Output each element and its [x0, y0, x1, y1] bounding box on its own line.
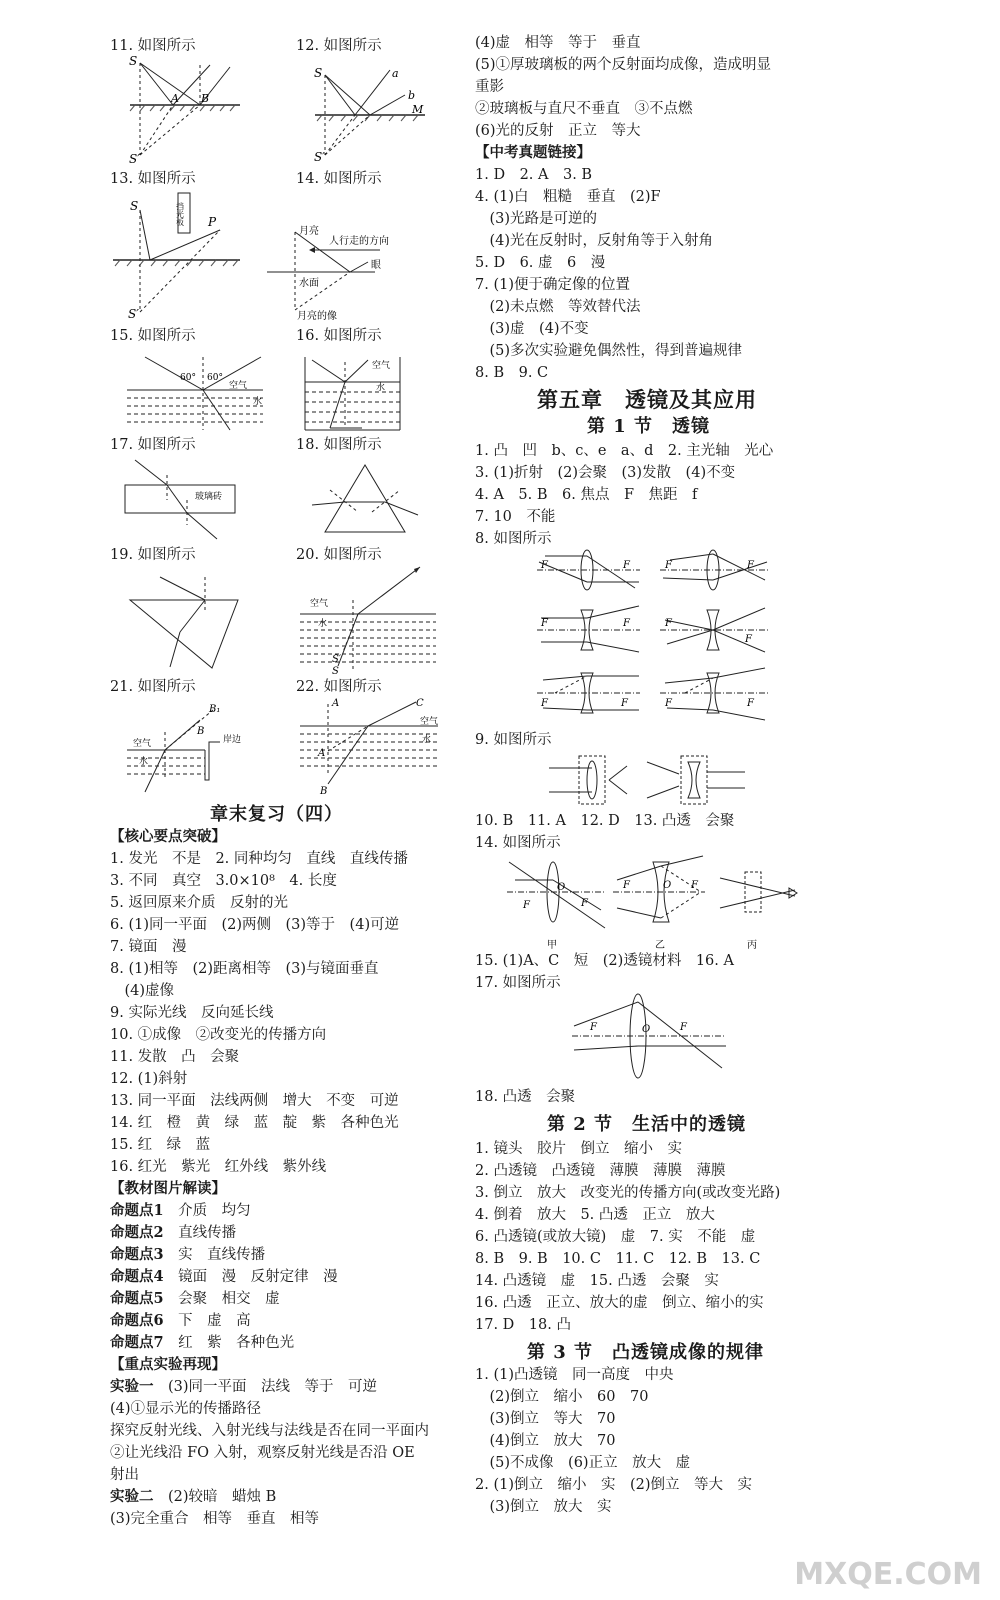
figure-11 — [125, 55, 245, 165]
fig-label-21: 21. 如图所示 — [110, 679, 196, 695]
fig14-water: 水面 — [299, 278, 319, 289]
s1-line-3: 4. A 5. B 6. 焦点 F 焦距 f — [475, 487, 698, 503]
s2-line-6: 8. B 9. B 10. C 11. C 12. B 13. C — [475, 1251, 761, 1267]
figure-18 — [310, 460, 420, 540]
s3-line-2: (2)倒立 缩小 60 70 — [475, 1389, 649, 1405]
figure-8-lenses — [535, 548, 775, 723]
figure-20 — [298, 562, 438, 677]
lens-f-label: F — [747, 560, 754, 571]
exp1-key: 实验一 — [110, 1378, 154, 1395]
figure-21 — [125, 702, 265, 797]
lens-diagram-6 — [660, 668, 770, 720]
fig-label-13: 13. 如图所示 — [110, 171, 196, 187]
core-line-9: 10. ①成像 ②改变光的传播方向 — [110, 1027, 327, 1043]
fig22-water: 水 — [422, 735, 432, 745]
fig22-a: A — [332, 698, 340, 709]
point-key: 命题点1 — [110, 1202, 164, 1219]
fig11-b: B — [201, 92, 210, 105]
fig14-moonimage: 月亮的像 — [297, 311, 337, 322]
fig17-f2: F — [680, 1022, 687, 1033]
lens-diagram-2 — [660, 550, 770, 590]
zk-line-2: 4. (1)白 粗糙 垂直 (2)F — [475, 189, 661, 205]
s3-line-3: (3)倒立 等大 70 — [475, 1411, 616, 1427]
line-10: 10. B 11. A 12. D 13. 凸透 会聚 — [475, 813, 735, 829]
point-value: 实 直线传播 — [178, 1247, 266, 1263]
fig14-yi — [613, 856, 705, 951]
figure-14-lenses — [505, 852, 800, 952]
s1-line-4: 7. 10 不能 — [475, 509, 556, 525]
exp1-row — [110, 1376, 377, 1398]
point-value: 直线传播 — [178, 1225, 237, 1241]
line-15: 15. (1)A、C 短 (2)透镜材料 16. A — [475, 953, 734, 969]
point-row-2 — [110, 1222, 236, 1244]
top-line-2: (5)①厚玻璃板的两个反射面均成像，造成明显 — [475, 57, 772, 73]
s3-line-5: (5)不成像 (6)正立 放大 虚 — [475, 1455, 691, 1471]
fig11-a: A — [171, 92, 179, 105]
fig14-f2: F — [581, 898, 588, 909]
s1-line-2: 3. (1)折射 (2)会聚 (3)发散 (4)不变 — [475, 465, 736, 481]
zk-line-8: (3)虚 (4)不变 — [475, 321, 589, 337]
fig17-o: O — [642, 1024, 651, 1035]
fig-label-18: 18. 如图所示 — [296, 437, 382, 453]
s3-line-6: 2. (1)倒立 缩小 实 (2)倒立 等大 实 — [475, 1477, 753, 1493]
fig12-sprime: S′ — [314, 150, 325, 164]
fig15-angle2: 60° — [207, 373, 223, 383]
fig14-moon: 月亮 — [299, 226, 319, 237]
fig21-water: 水 — [139, 757, 149, 767]
s2-line-1: 1. 镜头 胶片 倒立 缩小 实 — [475, 1141, 682, 1157]
lens-f-label: F — [745, 634, 752, 645]
lens-diagram-4 — [660, 608, 770, 652]
fig12-s: S — [314, 66, 323, 80]
fig14-f: F — [523, 900, 530, 911]
section1-title: 第 1 节 透镜 — [587, 416, 711, 437]
point-key: 命题点2 — [110, 1224, 164, 1241]
chapter-title: 第五章 透镜及其应用 — [537, 387, 757, 412]
zk-line-5: 5. D 6. 虚 6 漫 — [475, 255, 606, 271]
fig15-water: 水 — [253, 397, 263, 407]
figure-17-lens — [570, 994, 730, 1084]
lens-f-label: F — [665, 698, 672, 709]
s2-line-5: 6. 凸透镜(或放大镜) 虚 7. 实 不能 虚 — [475, 1229, 756, 1245]
lens-diagram-1 — [537, 550, 640, 590]
lens-f-label: F — [665, 560, 672, 571]
lens-f-label: F — [747, 698, 754, 709]
s3-line-4: (4)倒立 放大 70 — [475, 1433, 616, 1449]
core-line-10: 11. 发散 凸 会聚 — [110, 1049, 240, 1065]
figure-12 — [310, 55, 430, 165]
fig22-air: 空气 — [420, 717, 439, 727]
lens-f-label: F — [665, 618, 672, 629]
s2-line-7: 14. 凸透镜 虚 15. 凸透 会聚 实 — [475, 1273, 719, 1289]
lens-diagram-5 — [537, 673, 640, 713]
section-experiment-title: 【重点实验再现】 — [110, 1356, 226, 1373]
exp2-row — [110, 1486, 276, 1508]
core-line-12: 13. 同一平面 法线两侧 增大 不变 可逆 — [110, 1093, 399, 1109]
point-row-7 — [110, 1332, 294, 1354]
fig13-p: P — [208, 215, 217, 229]
core-line-3: 5. 返回原来介质 反射的光 — [110, 895, 288, 911]
section-textbook-title: 【教材图片解读】 — [110, 1180, 226, 1197]
core-line-6: 8. (1)相等 (2)距离相等 (3)与镜面垂直 — [110, 961, 379, 977]
lens-f-label: F — [541, 698, 548, 709]
point-key: 命题点7 — [110, 1334, 164, 1351]
fig17-glass: 玻璃砖 — [195, 492, 223, 502]
core-line-14: 15. 红 绿 蓝 — [110, 1137, 211, 1153]
top-line-1: (4)虚 相等 等于 垂直 — [475, 35, 641, 51]
exp2-value: (2)较暗 蜡烛 B — [168, 1489, 277, 1505]
point-value: 介质 均匀 — [178, 1203, 251, 1219]
core-line-13: 14. 红 橙 黄 绿 蓝 靛 紫 各种色光 — [110, 1115, 399, 1131]
figure-19 — [120, 572, 245, 672]
fig12-b: b — [408, 89, 416, 102]
point-key: 命题点4 — [110, 1268, 164, 1285]
s2-line-9: 17. D 18. 凸 — [475, 1317, 571, 1333]
fig21-shore: 岸边 — [223, 735, 242, 745]
point-row-5 — [110, 1288, 280, 1310]
point-value: 镜面 漫 反射定律 漫 — [178, 1269, 338, 1285]
fig12-a: a — [392, 67, 399, 80]
fig-label-17: 17. 如图所示 — [110, 437, 196, 453]
fig-label-22: 22. 如图所示 — [296, 679, 382, 695]
fig16-water: 水 — [376, 383, 386, 393]
fig16-air: 空气 — [372, 361, 391, 371]
figure-13 — [110, 190, 245, 320]
fig20-sprime: S′ — [332, 654, 342, 665]
fig-label-20: 20. 如图所示 — [296, 547, 382, 563]
exp2-line: (3)完全重合 相等 垂直 相等 — [110, 1511, 320, 1527]
s2-line-4: 4. 倒着 放大 5. 凸透 正立 放大 — [475, 1207, 715, 1223]
section3-title: 第 3 节 凸透镜成像的规律 — [527, 1342, 765, 1363]
zk-title: 【中考真题链接】 — [475, 144, 591, 161]
fig15-angle1: 60° — [180, 373, 196, 383]
fig-label-19: 19. 如图所示 — [110, 547, 196, 563]
zk-line-4: (4)光在反射时，反射角等于入射角 — [475, 233, 714, 249]
exp2-key: 实验二 — [110, 1488, 154, 1505]
point-row-4 — [110, 1266, 338, 1288]
zk-line-6: 7. (1)便于确定像的位置 — [475, 277, 630, 293]
fig22-c: C — [416, 698, 424, 709]
fig20-s: S — [332, 666, 339, 677]
point-row-6 — [110, 1310, 251, 1332]
figure-15 — [125, 352, 265, 432]
figure-14 — [265, 220, 405, 320]
s2-line-8: 16. 凸透 正立、放大的虚 倒立、缩小的实 — [475, 1295, 764, 1311]
fig13-s: S — [130, 199, 139, 213]
core-line-2: 3. 不同 真空 3.0×10⁸ 4. 长度 — [110, 873, 337, 889]
exp-line-2: 探究反射光线、入射光线与法线是否在同一平面内 — [110, 1423, 429, 1439]
exp-line-1: (4)①显示光的传播路径 — [110, 1401, 262, 1417]
core-line-4: 6. (1)同一平面 (2)两侧 (3)等于 (4)可逆 — [110, 917, 400, 933]
figure-9 — [547, 752, 747, 808]
fig17-label: 17. 如图所示 — [475, 975, 561, 991]
fig14-cap-yi: 乙 — [655, 940, 665, 951]
point-row-1 — [110, 1200, 251, 1222]
lens-f-label: F — [541, 618, 548, 629]
point-value: 会聚 相交 虚 — [178, 1291, 280, 1307]
core-line-8: 9. 实际光线 反向延长线 — [110, 1005, 274, 1021]
exp1-value: (3)同一平面 法线 等于 可逆 — [168, 1379, 378, 1395]
fig14-bing — [720, 872, 797, 951]
fig14-f4: F — [691, 880, 698, 891]
s1-line-1: 1. 凸 凹 b、c、e a、d 2. 主光轴 光心 — [475, 443, 774, 459]
figure-22 — [298, 696, 443, 796]
exp-line-4: 射出 — [110, 1467, 139, 1483]
point-key: 命题点3 — [110, 1246, 164, 1263]
figure-16 — [300, 352, 410, 432]
fig14-f3: F — [623, 880, 630, 891]
s3-line-7: (3)倒立 放大 实 — [475, 1499, 612, 1515]
fig14-label: 14. 如图所示 — [475, 835, 561, 851]
fig-label-15: 15. 如图所示 — [110, 328, 196, 344]
section-core-title: 【核心要点突破】 — [110, 828, 226, 845]
point-key: 命题点5 — [110, 1290, 164, 1307]
fig-label-12: 12. 如图所示 — [296, 38, 382, 54]
line-18: 18. 凸透 会聚 — [475, 1089, 576, 1105]
fig14-jia — [507, 862, 605, 951]
core-line-7: (4)虚像 — [110, 983, 175, 999]
fig-label-16: 16. 如图所示 — [296, 328, 382, 344]
lens-f-label: F — [623, 560, 630, 571]
fig14-cap-bing: 丙 — [747, 940, 757, 951]
fig14-walk: 人行走的方向 — [329, 236, 389, 247]
fig20-water: 水 — [318, 619, 328, 629]
lens-f-label: F — [541, 560, 548, 571]
fig14-cap-jia: 甲 — [547, 940, 557, 951]
top-line-5: (6)光的反射 正立 等大 — [475, 123, 641, 139]
fig22-b: B — [320, 786, 328, 797]
fig13-sprime: S′ — [128, 307, 139, 321]
zk-line-10: 8. B 9. C — [475, 365, 549, 381]
fig9-label: 9. 如图所示 — [475, 732, 552, 748]
point-key: 命题点6 — [110, 1312, 164, 1329]
zk-line-3: (3)光路是可逆的 — [475, 211, 598, 227]
s3-line-1: 1. (1)凸透镜 同一高度 中央 — [475, 1367, 674, 1383]
s2-line-2: 2. 凸透镜 凸透镜 薄膜 薄膜 薄膜 — [475, 1163, 726, 1179]
figure-17 — [115, 455, 245, 545]
section2-title: 第 2 节 生活中的透镜 — [547, 1114, 747, 1135]
zk-line-9: (5)多次实验避免偶然性，得到普遍规律 — [475, 343, 743, 359]
fig-label-11: 11. 如图所示 — [110, 38, 196, 54]
fig22-aprime: A — [318, 748, 326, 759]
top-line-4: ②玻璃板与直尺不垂直 ③不点燃 — [475, 101, 693, 117]
s2-line-3: 3. 倒立 放大 改变光的传播方向(或改变光路) — [475, 1185, 781, 1201]
s1-line-5: 8. 如图所示 — [475, 531, 552, 547]
fig21-b: B — [197, 726, 205, 737]
core-line-1: 1. 发光 不是 2. 同种均匀 直线 直线传播 — [110, 851, 408, 867]
fig15-air: 空气 — [229, 381, 248, 391]
fig-label-14: 14. 如图所示 — [296, 171, 382, 187]
fig11-s: S — [129, 54, 138, 68]
fig17-f: F — [590, 1022, 597, 1033]
point-value: 下 虚 高 — [178, 1313, 251, 1329]
fig21-b1: B₁ — [209, 704, 221, 715]
fig14-eye: 眼 — [371, 260, 381, 271]
point-value: 红 紫 各种色光 — [178, 1335, 295, 1351]
zk-line-1: 1. D 2. A 3. B — [475, 167, 593, 183]
point-row-3 — [110, 1244, 265, 1266]
fig20-air: 空气 — [310, 599, 329, 609]
fig21-air: 空气 — [133, 739, 152, 749]
core-line-15: 16. 红光 紫光 红外线 紫外线 — [110, 1159, 327, 1175]
lens-f-label: F — [623, 618, 630, 629]
core-line-5: 7. 镜面 漫 — [110, 939, 187, 955]
fig14-o2: O — [663, 880, 672, 891]
fig14-o: O — [557, 882, 566, 893]
review-title: 章末复习（四） — [210, 804, 343, 825]
lens-f-label: F — [621, 698, 628, 709]
fig11-sprime: S′ — [129, 152, 140, 166]
lens-diagram-3 — [537, 606, 640, 652]
watermark: MXQE.COM — [794, 1557, 982, 1592]
top-line-3: 重影 — [475, 79, 504, 95]
zk-line-7: (2)未点燃 等效替代法 — [475, 299, 641, 315]
core-line-11: 12. (1)斜射 — [110, 1071, 188, 1087]
fig12-m: M — [412, 103, 424, 116]
fig13-board: 挡光板 — [175, 202, 185, 226]
exp-line-3: ②让光线沿 FO 入射，观察反射光线是否沿 OE — [110, 1445, 415, 1461]
